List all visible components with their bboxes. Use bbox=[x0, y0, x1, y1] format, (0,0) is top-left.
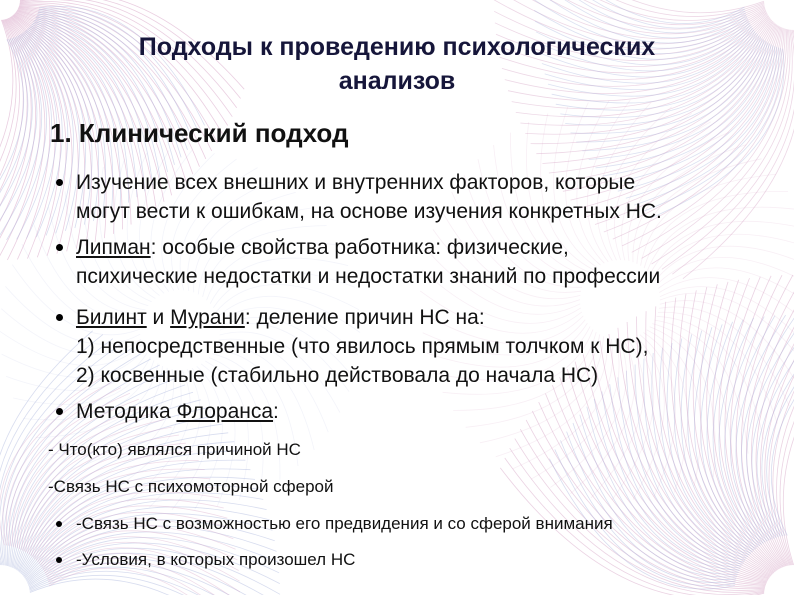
bullet-1-line-2: могут вести к ошибкам, на основе изучения конкретных НС. bbox=[76, 200, 662, 223]
bullet-3-line-3: 2) косвенные (стабильно действовала до начала НС) bbox=[76, 364, 599, 387]
slide-title bbox=[40, 30, 754, 98]
florans-link[interactable]: Флоранса bbox=[176, 400, 274, 423]
plain-line-2: -Связь НС с психомоторной сферой bbox=[48, 477, 334, 496]
murani-link[interactable]: Мурани bbox=[170, 306, 245, 329]
bilint-link[interactable]: Билинт bbox=[76, 306, 147, 329]
bullet-dot-icon bbox=[56, 244, 63, 251]
small-bullet-item-2 bbox=[50, 548, 770, 572]
bullet-3-line-2: 1) непосредственные (что явилось прямым толчком к НС), bbox=[76, 335, 649, 358]
bullet-item-1 bbox=[50, 168, 770, 226]
bullet-1-line-1: Изучение всех внешних и внутренних факторов, которые bbox=[76, 171, 636, 194]
bullet-2-line-2: психические недостатки и недостатки знаний по профессии bbox=[76, 265, 661, 288]
bullet-3-and: и bbox=[146, 306, 171, 329]
small-bullet-2-text: -Условия, в которых произошел НС bbox=[76, 550, 356, 569]
bullet-dot-icon bbox=[56, 521, 62, 527]
bullet-item-2 bbox=[50, 233, 770, 291]
bullet-4-suffix: : bbox=[273, 400, 279, 423]
bullet-item-4 bbox=[50, 397, 770, 426]
slide-title-line-2: анализов bbox=[338, 67, 456, 95]
plain-line-1: - Что(кто) являлся причиной НС bbox=[48, 440, 301, 459]
bullet-2-line-1-rest: : особые свойства работника: физические, bbox=[150, 236, 569, 259]
bullet-item-3 bbox=[50, 303, 770, 390]
bullet-dot-icon bbox=[56, 557, 62, 563]
lipman-link[interactable]: Липман bbox=[76, 236, 151, 259]
bullet-dot-icon bbox=[56, 179, 63, 186]
small-bullet-1-text: -Связь НС с возможностью его предвидения и со сферой внимания bbox=[76, 514, 613, 533]
bullet-dot-icon bbox=[56, 314, 63, 321]
slide-title-line-1: Подходы к проведению психологических bbox=[138, 33, 656, 61]
section-heading: 1. Клинический подход bbox=[50, 118, 349, 148]
bullet-3-line-1-rest: : деление причин НС на: bbox=[244, 306, 485, 329]
bullet-dot-icon bbox=[56, 408, 63, 415]
bullet-4-prefix: Методика bbox=[76, 400, 177, 423]
small-bullet-item-1 bbox=[50, 512, 770, 536]
